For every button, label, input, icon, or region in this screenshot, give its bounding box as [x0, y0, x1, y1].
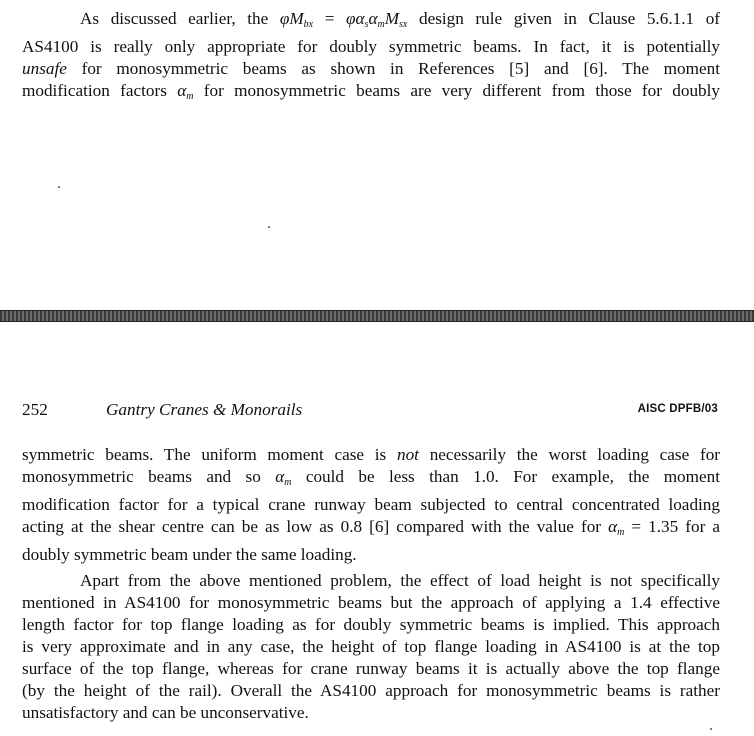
- bottom-paragraph-1-line-1: [22, 444, 720, 466]
- scan-speck: [58, 186, 60, 188]
- bottom-paragraph-2-line-2: mentioned in AS4100 for monosymmetric beams but the approach of applying a 1.4 effective: [22, 593, 720, 612]
- scan-speck: [268, 226, 270, 228]
- alpha-m-symbol: $\alpha_m$: [177, 81, 194, 102]
- text-run: symmetric beams. The uniform moment case is: [22, 445, 387, 464]
- top-paragraph-line-4: [22, 80, 720, 108]
- bottom-paragraph-2-line-1: Apart from the above mentioned problem, the effect of load height is not specifically: [80, 571, 720, 590]
- top-paragraph-line-1: [22, 8, 720, 36]
- top-paragraph-line-2: AS4100 is really only appropriate for doubly symmetric beams. In fact, it is potentially: [22, 37, 720, 56]
- emphasis-unsafe: unsafe: [22, 59, 67, 78]
- text-run: design rule given in Clause 5.6.1.1 of: [418, 9, 721, 28]
- bottom-paragraph-1-line-2: [22, 466, 720, 494]
- book-title: Gantry Cranes & Monorails: [106, 400, 303, 419]
- bottom-paragraph-2-line-4: is very approximate and in any case, the height of top flange loading in AS4100 is at the top: [22, 637, 720, 656]
- bottom-paragraph-2-line-7: unsatisfactory and can be unconservative.: [22, 703, 309, 722]
- text-run: modification factors: [22, 81, 167, 100]
- text-run: acting at the shear centre can be as low as 0.8 [6] compared with the value for: [22, 517, 602, 536]
- running-header: [22, 400, 720, 422]
- emphasis-not: not: [396, 445, 419, 464]
- alpha-m-symbol: $\alpha_m$: [275, 467, 292, 488]
- top-paragraph-line-3: [22, 58, 720, 80]
- text-run: necessarily the worst loading case for: [429, 445, 721, 464]
- text-run: monosymmetric beams and so: [22, 467, 261, 486]
- moment-capacity-formula: $\varphi M_{bx} = \varphi\alpha_s\alpha_mM_{sx}$: [279, 9, 408, 30]
- bottom-paragraph-1-line-4: [22, 516, 720, 544]
- report-code: AISC DPFB/03: [637, 403, 718, 415]
- text-run: = 1.35 for a: [631, 517, 721, 536]
- bottom-paragraph-2-line-5: surface of the top flange, whereas for crane runway beams it is actually above the top flange: [22, 659, 720, 678]
- bottom-paragraph-1-line-3: modification factor for a typical crane runway beam subjected to central concentrated loading: [22, 495, 720, 514]
- text-run: for monosymmetric beams as shown in References [5] and [6]. The moment: [81, 59, 720, 78]
- top-paragraph: [22, 8, 720, 108]
- page-break-divider: [0, 310, 754, 322]
- bottom-paragraph-1-line-5: doubly symmetric beam under the same loading.: [22, 545, 357, 564]
- bottom-paragraph-2-line-6: (by the height of the rail). Overall the AS4100 approach for monosymmetric beams is rather: [22, 681, 720, 700]
- scan-speck: [710, 728, 712, 730]
- bottom-paragraph-2-line-3: length factor for top flange loading as for doubly symmetric beams is implied. This approach: [22, 615, 720, 634]
- page-number: 252: [22, 400, 48, 419]
- bottom-paragraph-1: [22, 444, 720, 566]
- text-run: for monosymmetric beams are very different from those for doubly: [203, 81, 721, 100]
- top-page: [0, 0, 754, 310]
- text-run: could be less than 1.0. For example, the moment: [305, 467, 721, 486]
- alpha-m-symbol: $\alpha_m$: [608, 517, 625, 538]
- text-run: As discussed earlier, the: [80, 9, 269, 28]
- bottom-paragraph-2: [22, 570, 720, 724]
